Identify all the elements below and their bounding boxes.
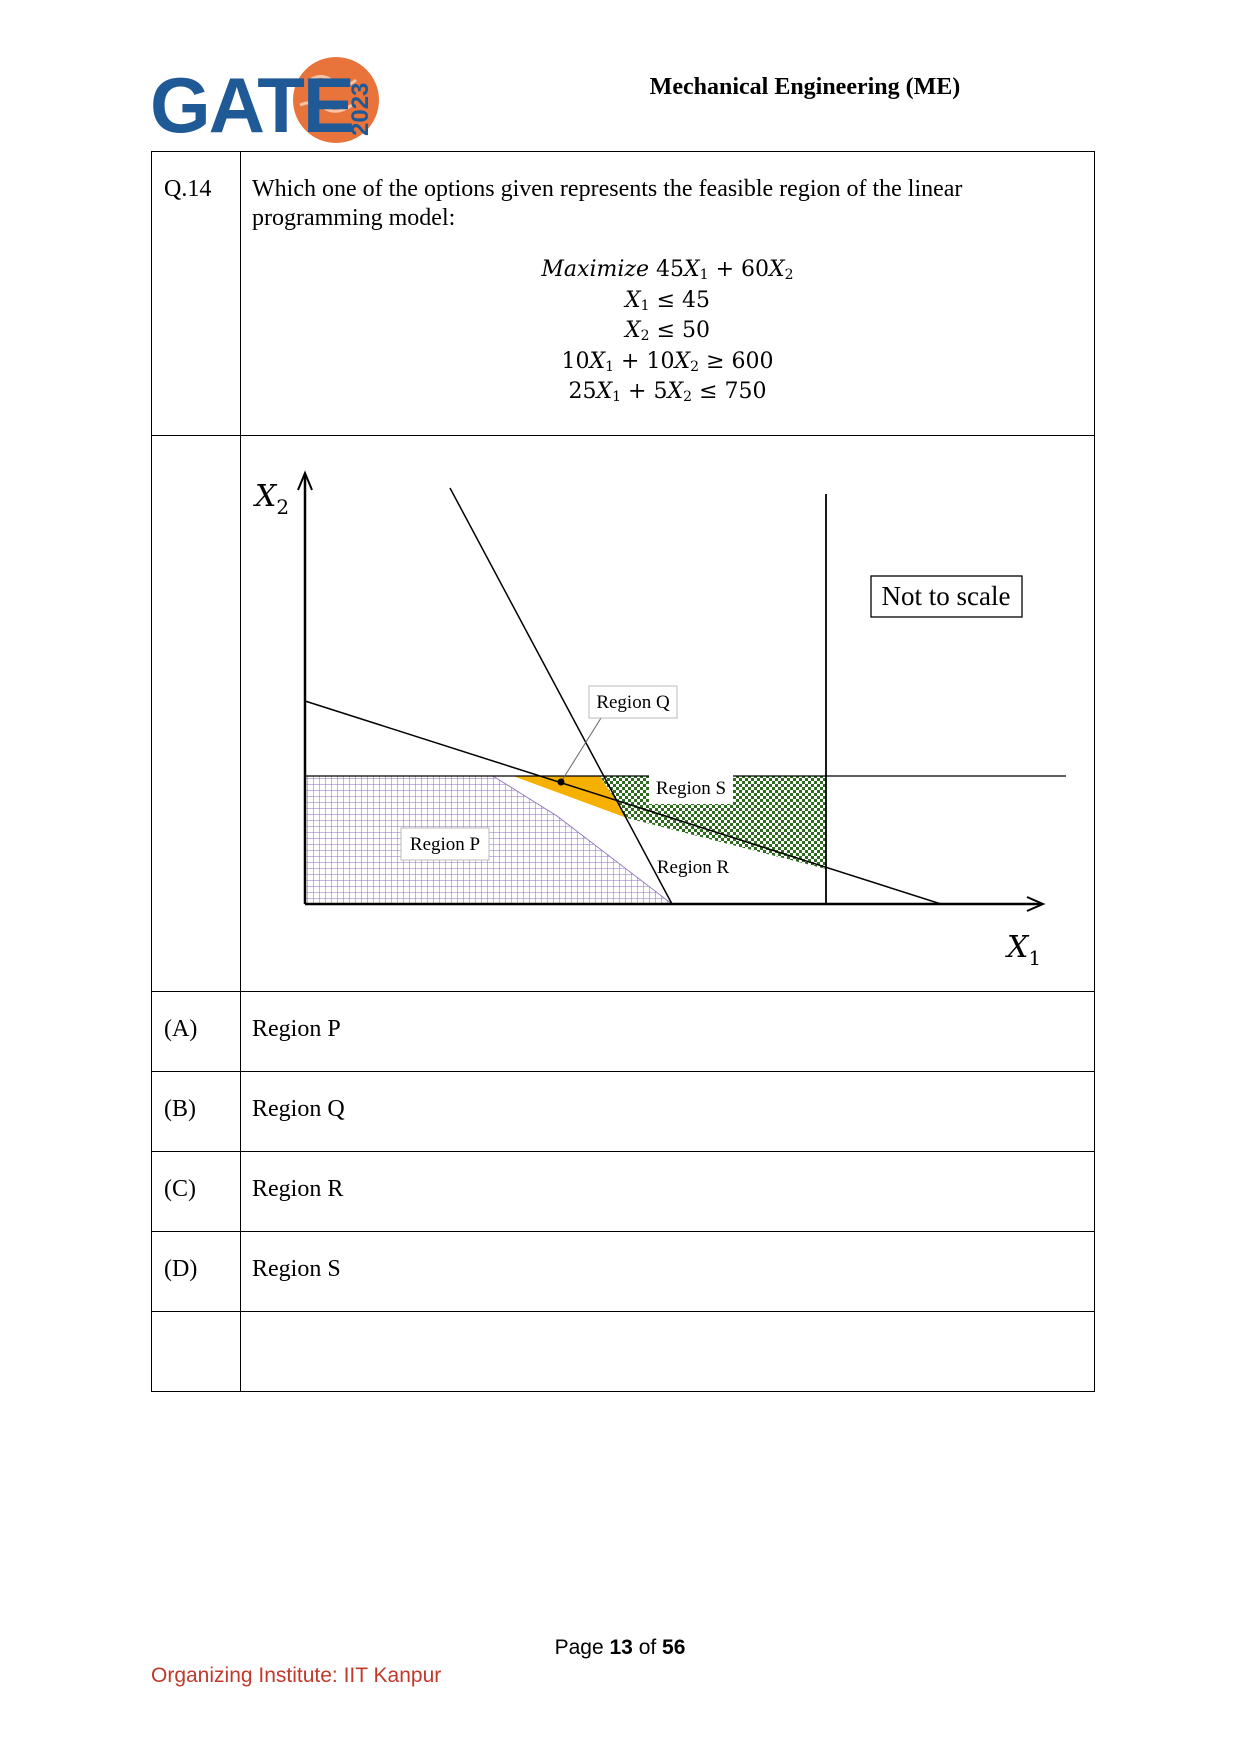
lp-constraint-1: $X_1 \le 45$ xyxy=(624,287,711,314)
figure-number-cell xyxy=(152,436,241,992)
option-c-row[interactable] xyxy=(152,1152,1095,1232)
option-b-row[interactable] xyxy=(152,1072,1095,1152)
region-q-leader xyxy=(561,718,601,782)
lp-constraint-3: $10X_1 + 10X_2 \ge 600$ xyxy=(561,348,774,375)
region-q-dot xyxy=(558,779,565,786)
question-number: Q.14 xyxy=(164,176,212,202)
logo-year: 2023 xyxy=(347,82,374,136)
option-a-label: (A) xyxy=(164,1016,198,1042)
logo-text: GATE xyxy=(150,61,353,149)
lp-objective: Maximize $45X_1 + 60X_2$ xyxy=(541,257,794,283)
x-axis-label: $X_1$ xyxy=(1007,930,1042,970)
question-stem-cell xyxy=(241,152,1095,436)
subject-title: Mechanical Engineering (ME) xyxy=(649,74,961,100)
y-axis-label: $X_2$ xyxy=(255,479,290,519)
empty-row xyxy=(152,1312,1095,1392)
option-c-text[interactable]: Region R xyxy=(252,1176,344,1202)
option-d-label: (D) xyxy=(164,1256,198,1282)
option-a-row[interactable] xyxy=(152,992,1095,1072)
region-p-label: Region P xyxy=(409,834,481,855)
option-b-text[interactable]: Region Q xyxy=(252,1096,345,1122)
page-number: Page 13 of 56 xyxy=(554,1636,686,1659)
question-number-cell xyxy=(152,152,241,436)
option-b-label: (B) xyxy=(164,1096,196,1122)
option-d-row[interactable] xyxy=(152,1232,1095,1312)
option-d-text[interactable]: Region S xyxy=(252,1256,341,1282)
question-text: Which one of the options given represents the feasible region of the linear programming model: xyxy=(252,176,963,231)
option-a-text[interactable]: Region P xyxy=(252,1016,341,1042)
question-table xyxy=(151,151,1095,1392)
option-c-label: (C) xyxy=(164,1176,196,1202)
figure-cell xyxy=(241,436,1095,992)
lp-constraint-4: $25X_1 + 5X_2 \le 750$ xyxy=(568,379,767,405)
gate-logo xyxy=(150,50,390,150)
not-to-scale-text: Not to scale xyxy=(881,581,1011,611)
region-s-label: Region S xyxy=(655,778,727,799)
lp-constraint-2: $X_2 \le 50$ xyxy=(624,318,711,344)
organizer-text: Organizing Institute: IIT Kanpur xyxy=(151,1664,442,1687)
region-q-label: Region Q xyxy=(596,692,670,713)
lp-figure xyxy=(241,436,1097,991)
region-r-label: Region R xyxy=(656,857,730,878)
lp-model xyxy=(241,255,1094,433)
